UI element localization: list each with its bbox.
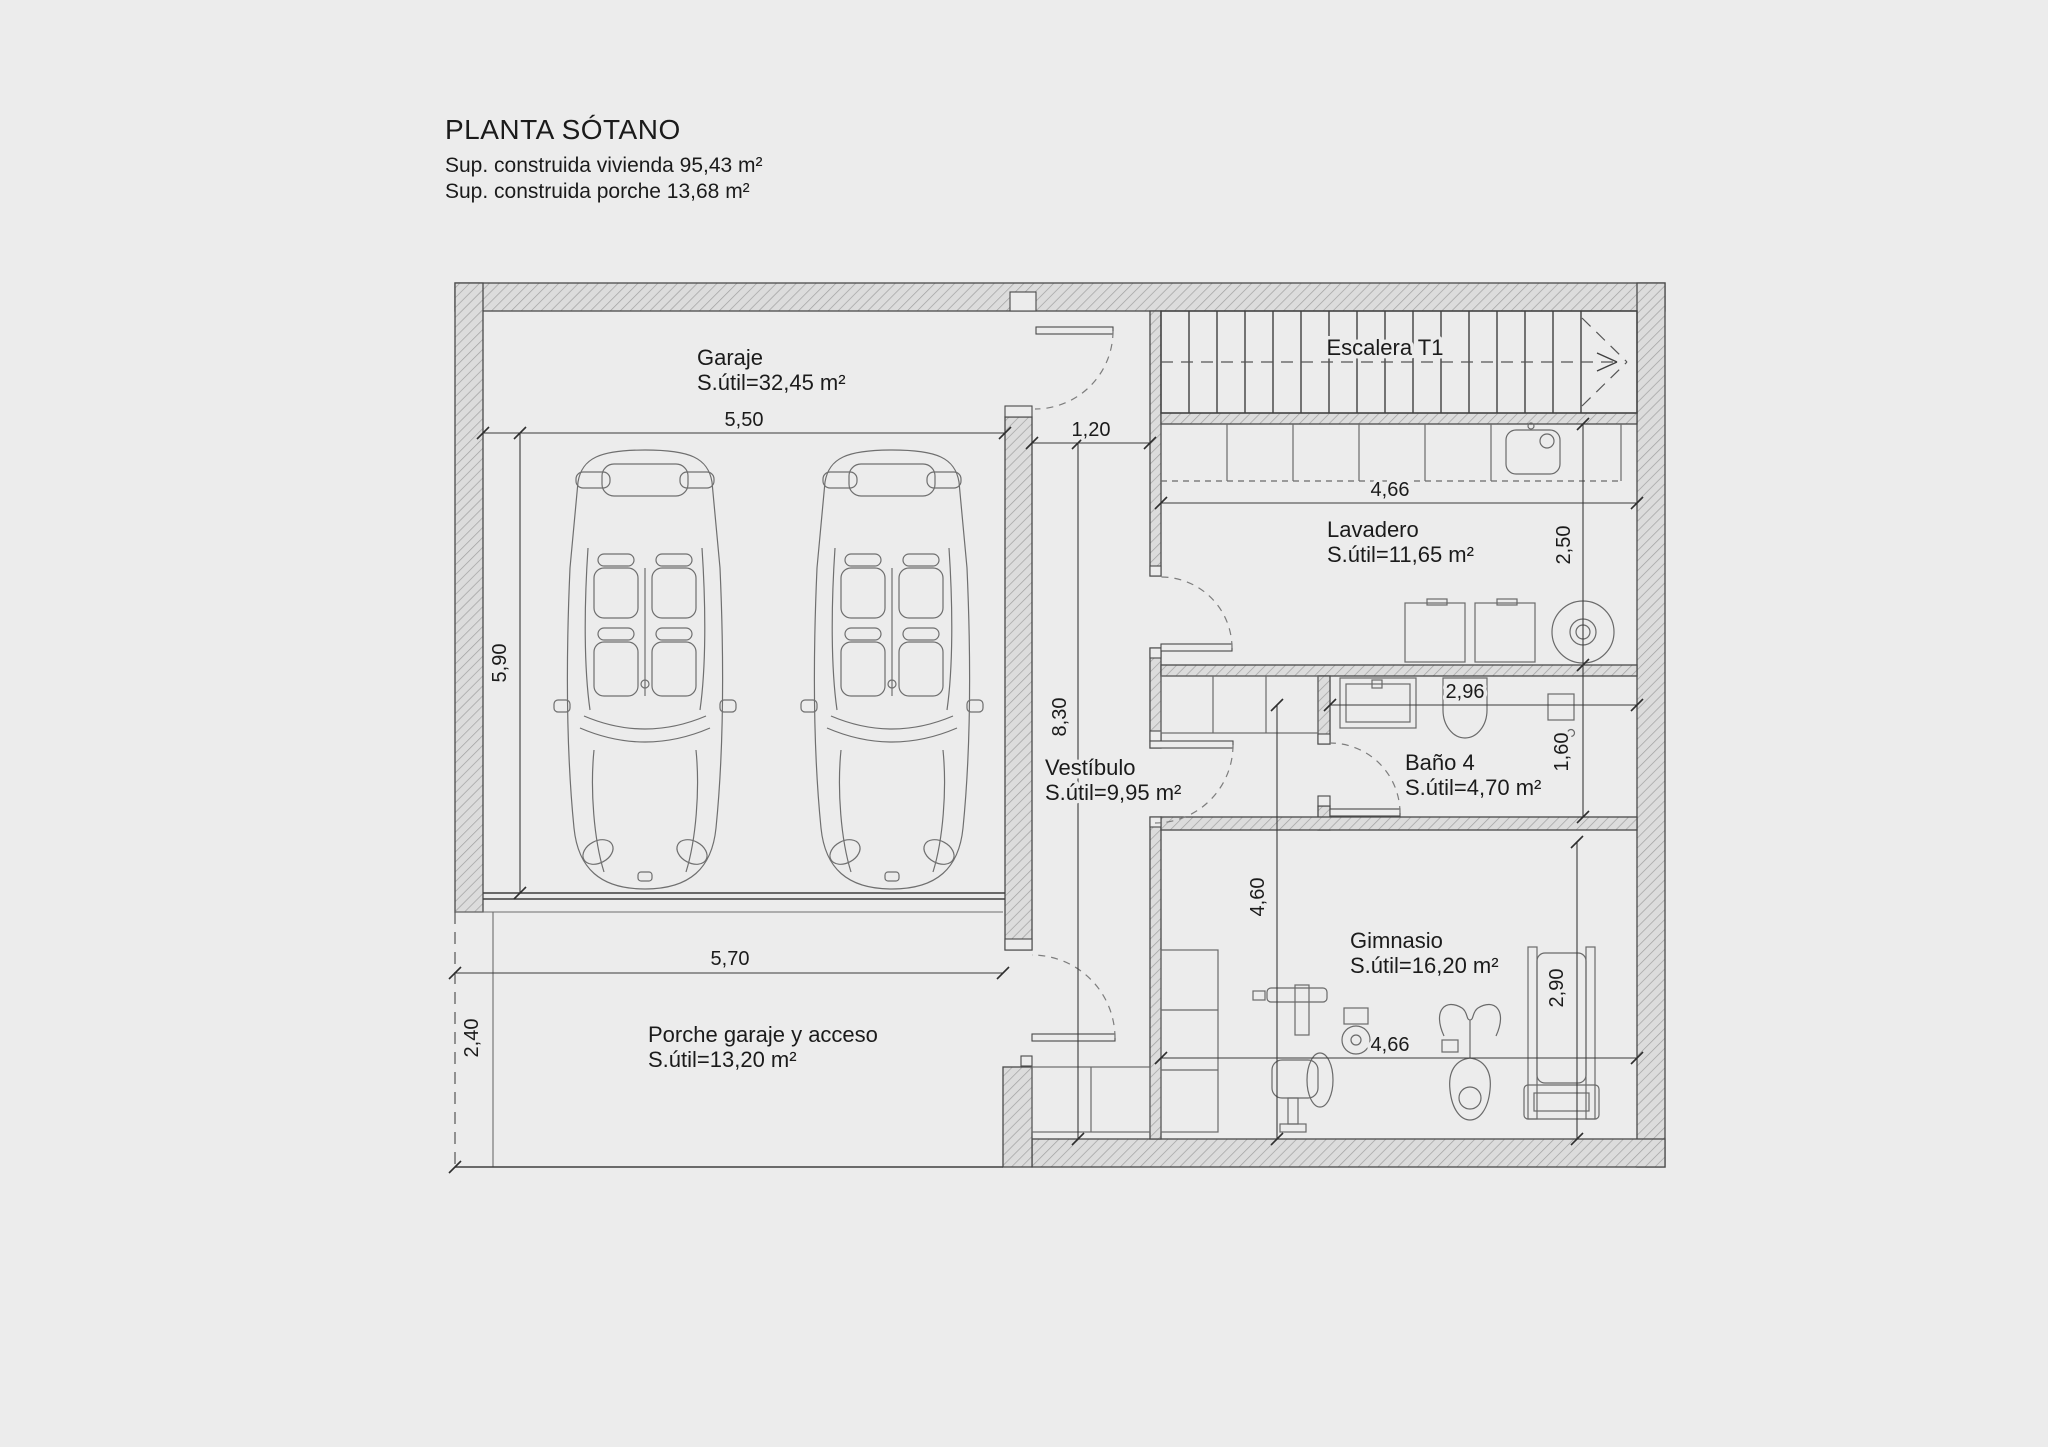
door-leaf-lavadero [1161, 644, 1232, 651]
door-frame-cap [1150, 648, 1161, 658]
dim-garaje-ancho: 5,50 [724, 409, 764, 431]
wall-bottom-left-stub [1003, 1067, 1032, 1167]
label-porche-area: S.útil=13,20 m² [648, 1047, 797, 1072]
exercise-bike [1439, 1004, 1500, 1120]
label-vestibulo: Vestíbulo [1045, 755, 1136, 780]
wall-stair-lavadero [1161, 413, 1637, 424]
label-garaje-area: S.útil=32,45 m² [697, 370, 846, 395]
dim-bano-fondo: 1,60 [1551, 732, 1573, 772]
door-leaf-bath [1330, 809, 1400, 816]
door-frame-cap [1150, 566, 1161, 576]
washer [1405, 603, 1465, 662]
staircase [1161, 311, 1637, 413]
dim-lavadero-fondo: 2,50 [1553, 525, 1575, 565]
dim-porche-ancho: 5,70 [710, 948, 750, 970]
label-bano4-area: S.útil=4,70 m² [1405, 775, 1542, 800]
car-left [554, 450, 736, 889]
door-leaf-garage [1036, 327, 1113, 334]
dim-pasillo-fondo: 4,60 [1247, 877, 1269, 917]
label-lavadero: Lavadero [1327, 517, 1419, 542]
door-frame-cap [1010, 292, 1036, 311]
door-frame-cap [1005, 939, 1032, 950]
wall-bottom [1032, 1139, 1665, 1167]
wall-right [1637, 283, 1665, 1167]
door-swing-porch [1032, 955, 1115, 1038]
gym-closet [1161, 950, 1218, 1132]
dryer-controls [1497, 599, 1517, 605]
dim-gimnasio-fondo: 2,90 [1546, 968, 1568, 1008]
vanity [1340, 678, 1416, 728]
garage-room [455, 450, 1005, 912]
wall-lavadero-bottom [1161, 665, 1637, 676]
dim-porche-fondo: 2,40 [461, 1018, 483, 1058]
car-right [801, 450, 983, 889]
door-swing-bath [1330, 743, 1400, 813]
label-gimnasio-area: S.útil=16,20 m² [1350, 953, 1499, 978]
label-porche: Porche garaje y acceso [648, 1022, 878, 1047]
vanity-basin [1346, 684, 1410, 722]
door-frame-cap [1150, 731, 1161, 741]
dim-bano-ancho: 2,96 [1445, 681, 1485, 703]
door-frame-cap [1318, 796, 1330, 806]
wall-top [455, 283, 1665, 311]
door-swing-lavadero [1161, 577, 1232, 648]
label-lavadero-area: S.útil=11,65 m² [1327, 542, 1474, 567]
door-frame-cap [1021, 1056, 1032, 1066]
sink-drain [1540, 434, 1554, 448]
dim-lavadero-ancho: 4,66 [1370, 479, 1410, 501]
door-leaf-porch [1032, 1034, 1115, 1041]
built-area-porch: Sup. construida porche 13,68 m² [445, 180, 750, 204]
door-frame-cap [1005, 406, 1032, 417]
wall-left [455, 283, 483, 912]
door-swing-garage [1035, 331, 1113, 409]
shower-drain [1548, 694, 1574, 720]
wall-vestibule-gym [1150, 817, 1161, 1139]
wall-gym-top [1161, 817, 1637, 830]
dim-vestibulo-fondo: 8,30 [1049, 697, 1071, 737]
built-area-dwelling: Sup. construida vivienda 95,43 m² [445, 154, 763, 177]
label-gimnasio: Gimnasio [1350, 928, 1443, 953]
room-labels [648, 335, 1541, 1072]
label-escalera: Escalera T1 [1326, 335, 1444, 360]
hall-closet [1161, 676, 1318, 733]
dim-garaje-fondo: 5,90 [489, 643, 511, 683]
counter-dividers [1227, 424, 1491, 481]
label-bano4: Baño 4 [1405, 750, 1475, 775]
dim-vestibulo-ancho: 1,20 [1071, 419, 1111, 441]
door-leaf-hall [1150, 741, 1233, 748]
label-garaje: Garaje [697, 345, 764, 370]
plan-title: PLANTA SÓTANO [445, 114, 681, 145]
label-vestibulo-area: S.útil=9,95 m² [1045, 780, 1182, 805]
door-frame-cap [1318, 734, 1330, 744]
dryer [1475, 603, 1535, 662]
wall-vestibule-upper [1150, 311, 1161, 576]
washer-controls [1427, 599, 1447, 605]
door-frame-cap [1150, 817, 1161, 827]
wall-garage-vestibule [1005, 417, 1032, 950]
dim-gimnasio-ancho: 4,66 [1370, 1034, 1410, 1056]
